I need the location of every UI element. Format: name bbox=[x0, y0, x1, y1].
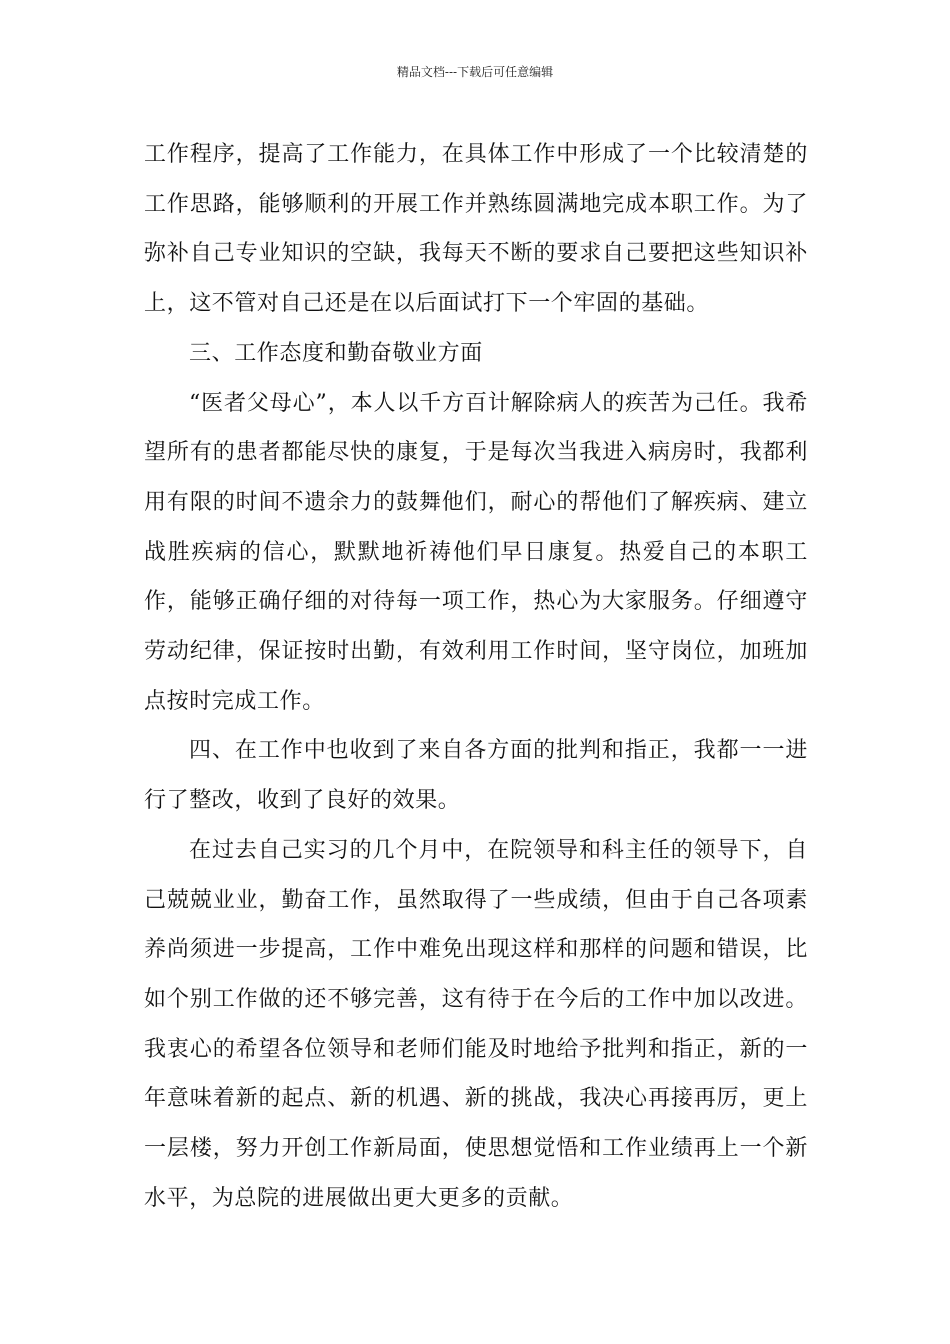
section-heading-work-attitude: 三、工作态度和勤奋敬业方面 bbox=[189, 340, 483, 366]
page-header: 精品文档---下载后可任意编辑 bbox=[396, 65, 554, 79]
paragraph-work-procedure: 工作程序，提高了工作能力，在具体工作中形成了一个比较清楚的工作思路，能够顺利的开展工作并熟练圆满地完成本职工作。为了弥补自己专业知识的空缺，我每天不断的要求自己要把这些知识补上，这不管对自己还是在以后面试打下一个牢固的基础。 bbox=[144, 142, 808, 317]
paragraph-conclusion: 在过去自己实习的几个月中，在院领导和科主任的领导下，自己兢兢业业，勤奋工作，虽然取得了一些成绩，但由于自己各项素养尚须进一步提高，工作中难免出现这样和那样的问题和错误，比如个别工作做的还不够完善，这有待于在今后的工作中加以改进。我衷心的希望各位领导和老师们能及时地给予批判和指正，新的一年意味着新的起点、新的机遇、新的挑战，我决心再接再厉，更上一层楼，努力开创工作新局面，使思想觉悟和工作业绩再上一个新水平，为总院的进展做出更大更多的贡献。 bbox=[144, 837, 808, 1211]
paragraph-doctor-heart: “医者父母心”，本人以千方百计解除病人的疾苦为己任。我希望所有的患者都能尽快的康复，于是每次当我进入病房时，我都利用有限的时间不遗余力的鼓舞他们，耐心的帮他们了解疾病、建立战胜疾病的信心，默默地祈祷他们早日康复。热爱自己的本职工作，能够正确仔细的对待每一项工作，热心为大家服务。仔细遵守劳动纪律，保证按时出勤，有效利用工作时间，坚守岗位，加班加点按时完成工作。 bbox=[144, 390, 808, 714]
paragraph-criticism-correction: 四、在工作中也收到了来自各方面的批判和指正，我都一一进行了整改，收到了良好的效果。 bbox=[144, 738, 808, 814]
document-body bbox=[144, 130, 808, 1223]
